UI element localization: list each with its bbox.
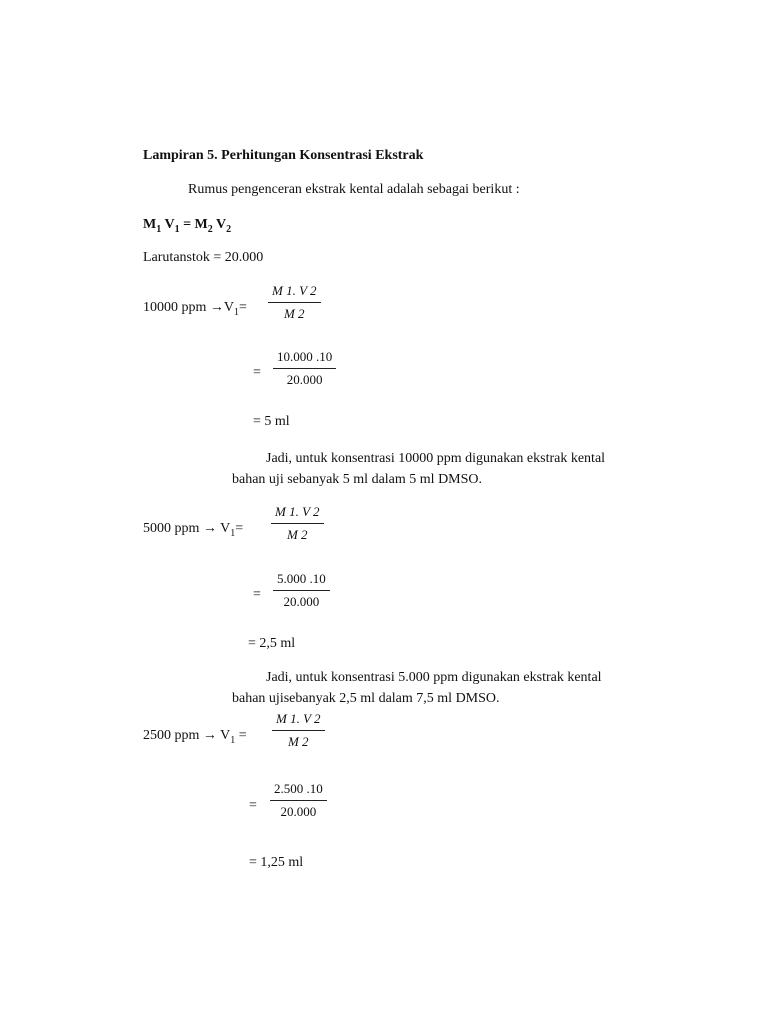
- calc2-equals: =: [253, 587, 261, 602]
- calc1-result: = 5 ml: [253, 414, 290, 429]
- stock-solution: Larutanstok = 20.000: [143, 250, 264, 265]
- calc3-values-fraction: 2.500 .10 20.000: [270, 781, 327, 820]
- calc3-label: 2500 ppm → $V_1$ =: [143, 728, 247, 746]
- calc1-conclusion-line2: bahan uji sebanyak 5 ml dalam 5 ml DMSO.: [232, 472, 483, 487]
- calc1-equals: =: [253, 365, 261, 380]
- calc2-formula-fraction: M 1. V 2 M 2: [271, 504, 324, 543]
- calc2-conclusion-line1: Jadi, untuk konsentrasi 5.000 ppm digunakan ekstrak kental: [266, 670, 602, 685]
- calc1-label: 10000 ppm $\to V_1=$: [143, 300, 247, 318]
- intro-text: Rumus pengenceran ekstrak kental adalah sebagai berikut :: [188, 182, 520, 197]
- calc2-conclusion-line2: bahan ujisebanyak 2,5 ml dalam 7,5 ml DMSO.: [232, 691, 500, 706]
- calc3-equals: =: [249, 798, 257, 813]
- calc2-values-fraction: 5.000 .10 20.000: [273, 571, 330, 610]
- dilution-formula: $M_1$ $V_1 = M_2$ $V_2$: [143, 217, 232, 235]
- page-title: Lampiran 5. Perhitungan Konsentrasi Ekstrak: [143, 148, 424, 163]
- calc3-formula-fraction: M 1. V 2 M 2: [272, 711, 325, 750]
- calc1-values-fraction: 10.000 .10 20.000: [273, 349, 336, 388]
- calc2-label: 5000 ppm → $V_1=$: [143, 521, 244, 539]
- calc1-conclusion-line1: Jadi, untuk konsentrasi 10000 ppm digunakan ekstrak kental: [266, 451, 606, 466]
- calc3-result: = 1,25 ml: [249, 855, 304, 870]
- calc1-formula-fraction: M 1. V 2 M 2: [268, 283, 321, 322]
- calc2-result: = 2,5 ml: [248, 636, 296, 651]
